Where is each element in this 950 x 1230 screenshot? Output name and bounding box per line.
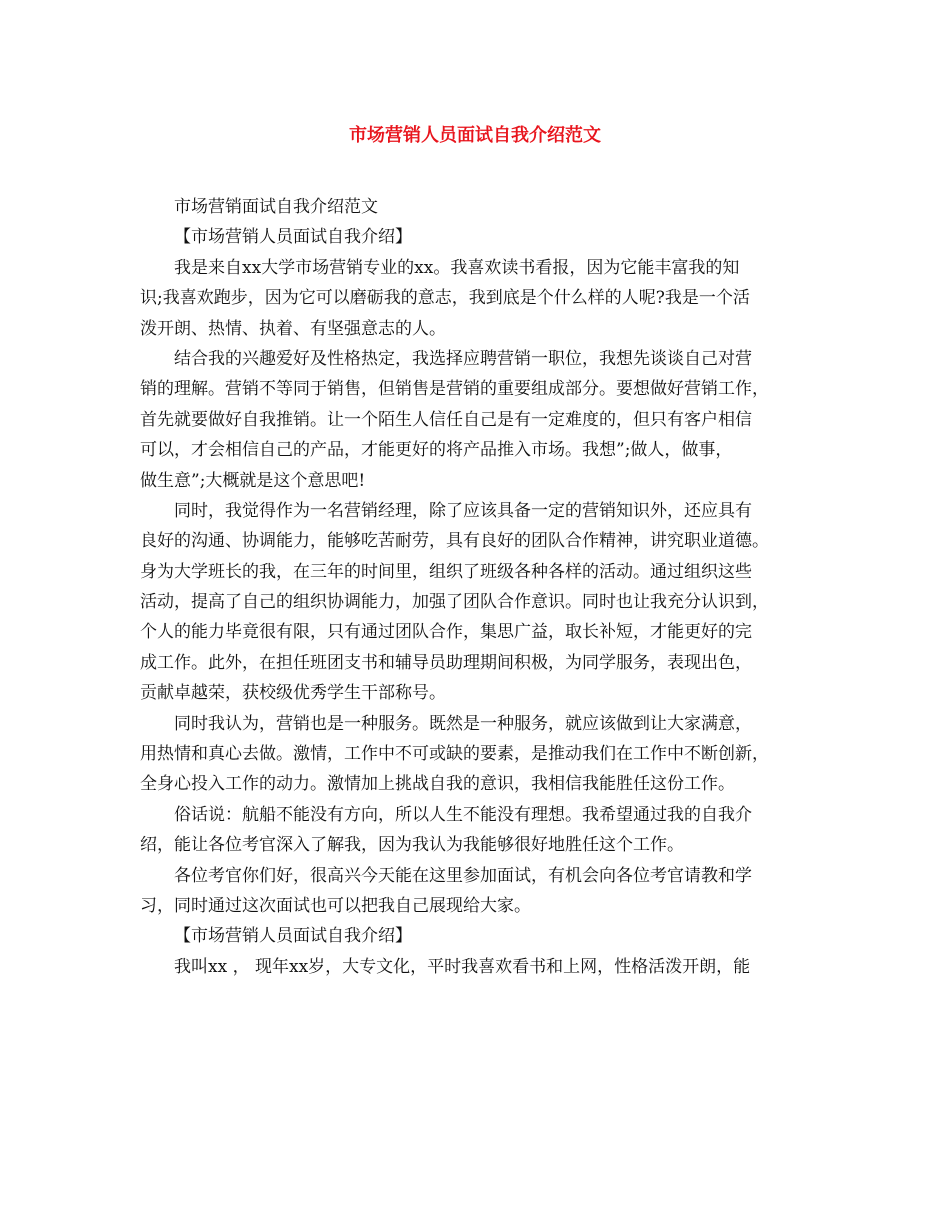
text-line: 成工作。此外，在担任班团支书和辅导员助理期间积极，为同学服务，表现出色， [140, 652, 752, 673]
text-line: 同时我认为，营销也是一种服务。既然是一种服务，就应该做到让大家满意， [174, 713, 752, 734]
text-line: 全身心投入工作的动力。激情加上挑战自我的意识，我相信我能胜任这份工作。 [140, 774, 735, 795]
text-line: 做生意”;大概就是这个意思吧! [140, 470, 366, 491]
text-line: 销的理解。营销不等同于销售，但销售是营销的重要组成部分。要想做好营销工作， [140, 379, 769, 400]
text-line: 各位考官你们好，很高兴今天能在这里参加面试，有机会向各位考官请教和学 [174, 865, 752, 886]
text-line: 俗话说：航船不能没有方向，所以人生不能没有理想。我希望通过我的自我介 [174, 804, 752, 825]
text-line: 良好的沟通、协调能力，能够吃苦耐劳，具有良好的团队合作精神，讲究职业道德。 [140, 531, 769, 552]
text-line: 【市场营销人员面试自我介绍】 [174, 926, 412, 947]
text-line: 个人的能力毕竟很有限，只有通过团队合作，集思广益，取长补短，才能更好的完 [140, 622, 752, 643]
text-line: 绍，能让各位考官深入了解我，因为我认为我能够很好地胜任这个工作。 [140, 835, 684, 856]
text-line: 身为大学班长的我，在三年的时间里，组织了班级各种各样的活动。通过组织这些 [140, 561, 752, 582]
text-line: 活动，提高了自己的组织协调能力，加强了团队合作意识。同时也让我充分认识到， [140, 592, 769, 613]
text-line: 我叫xx ， 现年xx岁，大专文化，平时我喜欢看书和上网，性格活泼开朗，能 [174, 956, 751, 977]
text-line: 可以，才会相信自己的产品，才能更好的将产品推入市场。我想”;做人，做事， [140, 440, 733, 461]
text-line: 我是来自xx大学市场营销专业的xx。我喜欢读书看报，因为它能丰富我的知 [174, 257, 740, 278]
document-body [140, 192, 830, 982]
text-line: 结合我的兴趣爱好及性格热定，我选择应聘营销一职位，我想先谈谈自己对营 [174, 348, 752, 369]
text-line: 习，同时通过这次面试也可以把我自己展现给大家。 [140, 895, 531, 916]
text-line: 泼开朗、热情、执着、有坚强意志的人。 [140, 318, 446, 339]
text-line: 识;我喜欢跑步，因为它可以磨砺我的意志，我到底是个什么样的人呢?我是一个活 [140, 288, 750, 309]
text-line: 同时，我觉得作为一名营销经理，除了应该具备一定的营销知识外，还应具有 [174, 500, 752, 521]
text-line: 市场营销面试自我介绍范文 [174, 197, 378, 217]
text-line: 【市场营销人员面试自我介绍】 [174, 227, 412, 248]
document-title: 市场营销人员面试自我介绍范文 [349, 125, 601, 146]
text-line: 贡献卓越荣，获校级优秀学生干部称号。 [140, 683, 446, 704]
text-line: 用热情和真心去做。激情，工作中不可或缺的要素，是推动我们在工作中不断创新， [140, 744, 769, 765]
text-line: 首先就要做好自我推销。让一个陌生人信任自己是有一定难度的，但只有客户相信 [140, 409, 752, 430]
